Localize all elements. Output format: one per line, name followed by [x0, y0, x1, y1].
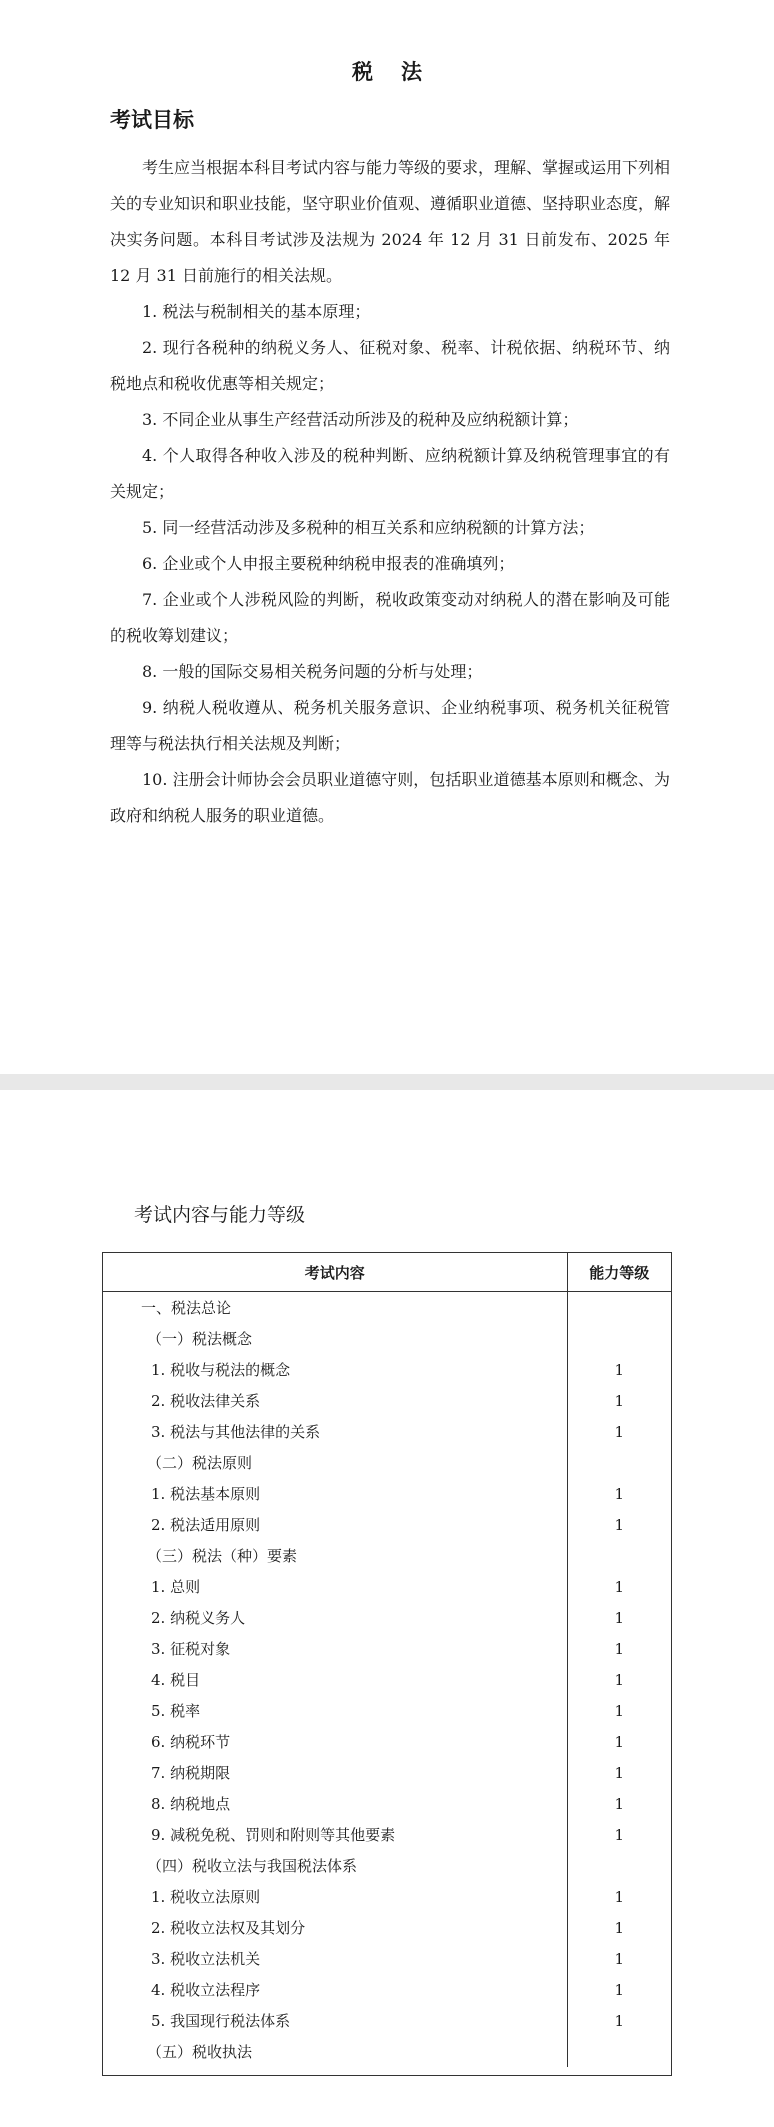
table-row — [103, 1819, 671, 1850]
objective-item: 10. 注册会计师协会会员职业道德守则，包括职业道德基本原则和概念、为政府和纳税人服务的职业道德。 — [110, 770, 670, 825]
content-cell: （二）税法原则 — [103, 1447, 567, 1478]
objective-item: 9. 纳税人税收遵从、税务机关服务意识、企业纳税事项、税务机关征税管理等与税法执行相关法规及判断； — [110, 698, 670, 753]
content-cell: 4. 税收立法程序 — [103, 1974, 567, 2005]
content-levels-table — [102, 1252, 672, 2076]
content-cell: 1. 税法基本原则 — [103, 1478, 567, 1509]
level-cell: 1 — [614, 1949, 625, 1968]
content-cell: 6. 纳税环节 — [103, 1726, 567, 1757]
content-cell: 3. 税法与其他法律的关系 — [103, 1416, 567, 1447]
table-header-row — [103, 1253, 671, 1292]
level-cell — [567, 1323, 671, 1354]
table-row — [103, 1478, 671, 1509]
level-cell — [567, 1447, 671, 1478]
level-cell: 1 — [614, 1918, 625, 1937]
table-row — [103, 1354, 671, 1385]
table-row — [103, 1881, 671, 1912]
level-cell — [567, 1292, 671, 1324]
table-row — [103, 1509, 671, 1540]
table-row — [103, 1540, 671, 1571]
table-row — [103, 1416, 671, 1447]
content-cell: （一）税法概念 — [103, 1323, 567, 1354]
level-cell: 1 — [614, 1608, 625, 1627]
level-cell: 1 — [614, 1484, 625, 1503]
level-cell: 1 — [614, 1422, 625, 1441]
table-row — [103, 2036, 671, 2067]
table-row — [103, 1664, 671, 1695]
header-level: 能力等级 — [567, 1253, 671, 1292]
content-cell: 3. 征税对象 — [103, 1633, 567, 1664]
exam-objectives-heading: 考试目标 — [110, 108, 194, 132]
table-row — [103, 1943, 671, 1974]
content-cell: 2. 税收立法权及其划分 — [103, 1912, 567, 1943]
objective-item: 4. 个人取得各种收入涉及的税种判断、应纳税额计算及纳税管理事宜的有关规定； — [110, 446, 670, 501]
objective-item: 8. 一般的国际交易相关税务问题的分析与处理； — [142, 662, 483, 681]
content-cell: 2. 税法适用原则 — [103, 1509, 567, 1540]
content-cell: 5. 税率 — [103, 1695, 567, 1726]
content-cell: 7. 纳税期限 — [103, 1757, 567, 1788]
level-cell: 1 — [614, 1577, 625, 1596]
content-table — [103, 1253, 671, 2067]
header-content: 考试内容 — [103, 1253, 567, 1292]
level-cell: 1 — [614, 1732, 625, 1751]
level-cell: 1 — [614, 2011, 625, 2030]
content-cell: 5. 我国现行税法体系 — [103, 2005, 567, 2036]
table-row — [103, 1788, 671, 1819]
level-cell — [567, 2036, 671, 2067]
level-cell: 1 — [614, 1701, 625, 1720]
content-cell: 8. 纳税地点 — [103, 1788, 567, 1819]
content-cell: 一、税法总论 — [103, 1292, 567, 1324]
level-cell: 1 — [614, 1763, 625, 1782]
level-cell: 1 — [614, 1887, 625, 1906]
table-row — [103, 1571, 671, 1602]
table-row — [103, 1385, 671, 1416]
table-row — [103, 1850, 671, 1881]
table-row — [103, 1292, 671, 1324]
level-cell: 1 — [614, 1360, 625, 1379]
table-row — [103, 1447, 671, 1478]
objective-item: 5. 同一经营活动涉及多税种的相互关系和应纳税额的计算方法； — [142, 518, 595, 537]
page-separator — [0, 1074, 774, 1090]
objective-item: 2. 现行各税种的纳税义务人、征税对象、税率、计税依据、纳税环节、纳税地点和税收优惠等相关规定； — [110, 338, 670, 393]
level-cell: 1 — [614, 1980, 625, 1999]
content-cell: 4. 税目 — [103, 1664, 567, 1695]
objectives-intro: 考生应当根据本科目考试内容与能力等级的要求，理解、掌握或运用下列相关的专业知识和职业技能，坚守职业价值观、遵循职业道德、坚持职业态度，解决实务问题。本科目考试涉及法规为 2024 年 12 月 31 日前发布、2025 年 12 月 31 日前施行的相关法规。 — [110, 158, 671, 285]
level-cell: 1 — [614, 1794, 625, 1813]
level-cell: 1 — [614, 1670, 625, 1689]
objective-item: 7. 企业或个人涉税风险的判断，税收政策变动对纳税人的潜在影响及可能的税收筹划建议； — [110, 590, 670, 645]
table-row — [103, 1602, 671, 1633]
table-row — [103, 2005, 671, 2036]
level-cell — [567, 1540, 671, 1571]
content-cell: （三）税法（种）要素 — [103, 1540, 567, 1571]
level-cell: 1 — [614, 1515, 625, 1534]
table-row — [103, 1912, 671, 1943]
content-cell: 9. 减税免税、罚则和附则等其他要素 — [103, 1819, 567, 1850]
objective-item: 1. 税法与税制相关的基本原理； — [142, 302, 371, 321]
content-cell: 1. 税收立法原则 — [103, 1881, 567, 1912]
objective-item: 3. 不同企业从事生产经营活动所涉及的税种及应纳税额计算； — [142, 410, 579, 429]
content-cell: （五）税收执法 — [103, 2036, 567, 2067]
table-row — [103, 1974, 671, 2005]
content-cell: 3. 税收立法机关 — [103, 1943, 567, 1974]
table-row — [103, 1695, 671, 1726]
level-cell: 1 — [614, 1639, 625, 1658]
content-cell: 1. 总则 — [103, 1571, 567, 1602]
content-cell: 2. 税收法律关系 — [103, 1385, 567, 1416]
content-levels-heading: 考试内容与能力等级 — [134, 1204, 306, 1226]
table-row — [103, 1726, 671, 1757]
content-cell: 2. 纳税义务人 — [103, 1602, 567, 1633]
level-cell: 1 — [614, 1825, 625, 1844]
level-cell: 1 — [614, 1391, 625, 1410]
page-title: 税法 — [352, 60, 450, 84]
content-cell: 1. 税收与税法的概念 — [103, 1354, 567, 1385]
objective-item: 6. 企业或个人申报主要税种纳税申报表的准确填列； — [142, 554, 515, 573]
level-cell — [567, 1850, 671, 1881]
table-row — [103, 1757, 671, 1788]
exam-objectives-body — [110, 150, 670, 834]
content-cell: （四）税收立法与我国税法体系 — [103, 1850, 567, 1881]
table-row — [103, 1633, 671, 1664]
table-row — [103, 1323, 671, 1354]
